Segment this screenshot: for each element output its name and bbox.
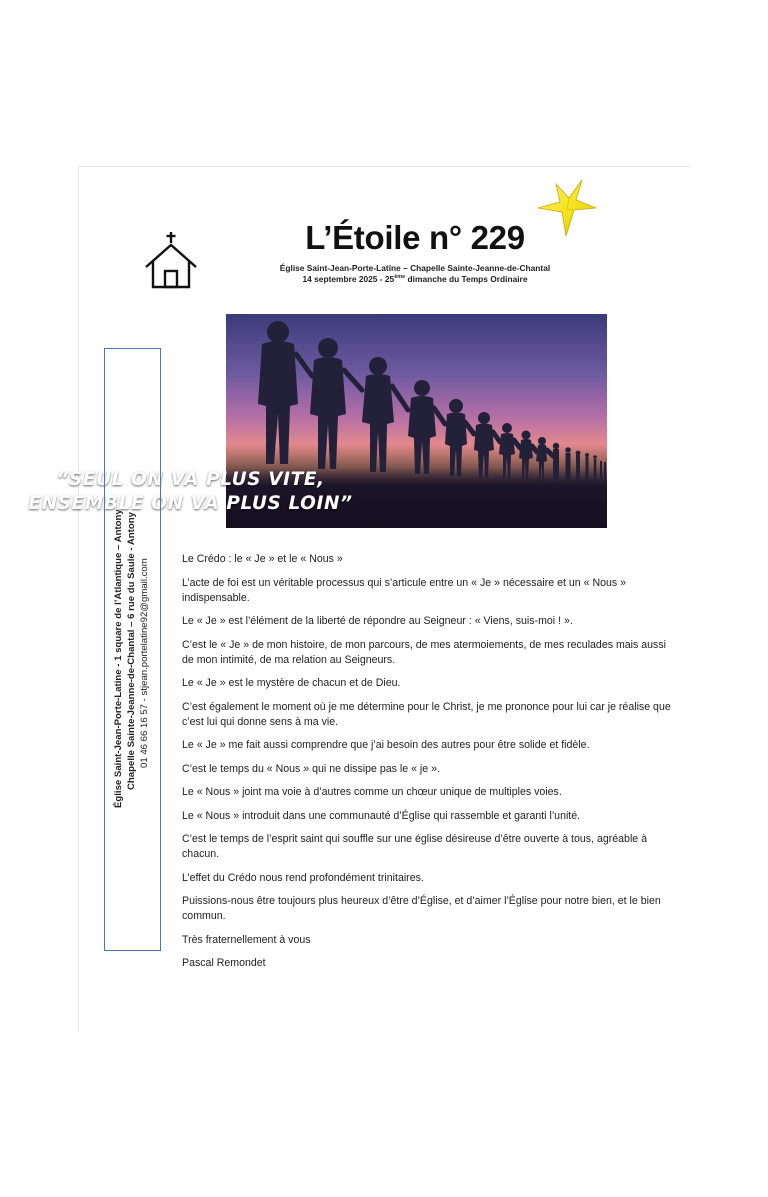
page-edge-top [78, 166, 690, 167]
article-paragraph: Le « Nous » introduit dans une communauté d’Église qui rassemble et garanti l’unité. [182, 809, 581, 822]
article-paragraph: Le « Je » est le mystère de chacun et de Dieu. [182, 677, 401, 689]
subtitle-date: 14 septembre 2025 - 25ème dimanche du Temps Ordinaire [302, 274, 528, 284]
article-paragraph: L’acte de foi est un véritable processus qui s’articule entre un « Je » nécessaire et un « Nous » indispensable. [182, 576, 627, 604]
article-paragraph: Le « Je » me fait aussi comprendre que j’ai besoin des autres pour être solide et fidèle. [182, 739, 590, 751]
hero-quote-line1: “SEUL ON VA PLUS VITE, [56, 469, 325, 490]
article-paragraph: C’est le temps de l’esprit saint qui souffle sur une église désireuse d’être ouverte à tous, agréable à chacun. [182, 833, 648, 860]
article-closing: Très fraternellement à vous [182, 933, 311, 946]
church-icon [144, 231, 198, 289]
article-paragraph: Le « Je » est l’élément de la liberté de répondre au Seigneur : « Viens, suis-moi ! ». [182, 615, 573, 627]
article-paragraph: Le Crédo : le « Je » et le « Nous » [182, 553, 343, 565]
sidebar-contact: 01 46 66 16 57 - stjean.portelatine92@gmail.com [139, 558, 150, 768]
sidebar-address-church: Église Saint-Jean-Porte-Latine - 1 square de l’Atlantique – Antony [113, 509, 124, 808]
article-paragraph: C’est le temps du « Nous » qui ne dissipe pas le « je ». [182, 762, 440, 775]
sidebar-address-chapel: Chapelle Sainte-Jeanne-de-Chantal – 6 rue du Saule - Antony [126, 512, 137, 790]
article-signature: Pascal Remondet [182, 957, 266, 969]
article-paragraph: C’est également le moment où je me détermine pour le Christ, je me prononce pour lui car je réalise que c’est lui qui donne sens à ma vie. [182, 700, 671, 728]
article-paragraph: C’est le « Je » de mon histoire, de mon parcours, de mes atermoiements, de mes reculades mais aussi de mon intimité, de ma relation au Seigneurs. [182, 638, 667, 666]
newsletter-title: L’Étoile n° 229 [305, 219, 525, 256]
subtitle-churches: Église Saint-Jean-Porte-Latine – Chapelle Sainte-Jeanne-de-Chantal [279, 263, 551, 273]
article-paragraph: Le « Nous » joint ma voie à d’autres comme un chœur unique de multiples voies. [182, 786, 562, 798]
article-paragraph: Puissions-nous être toujours plus heureux d’être d’Église, et d’aimer l’Église pour notre bien, et le bien commun. [182, 895, 661, 922]
article-body [182, 552, 672, 980]
page-edge-left [78, 166, 79, 1032]
article-paragraph: L’effet du Crédo nous rend profondément trinitaires. [182, 871, 424, 884]
hero-quote-line2: ENSEMBLE ON VA PLUS LOIN” [28, 493, 353, 514]
